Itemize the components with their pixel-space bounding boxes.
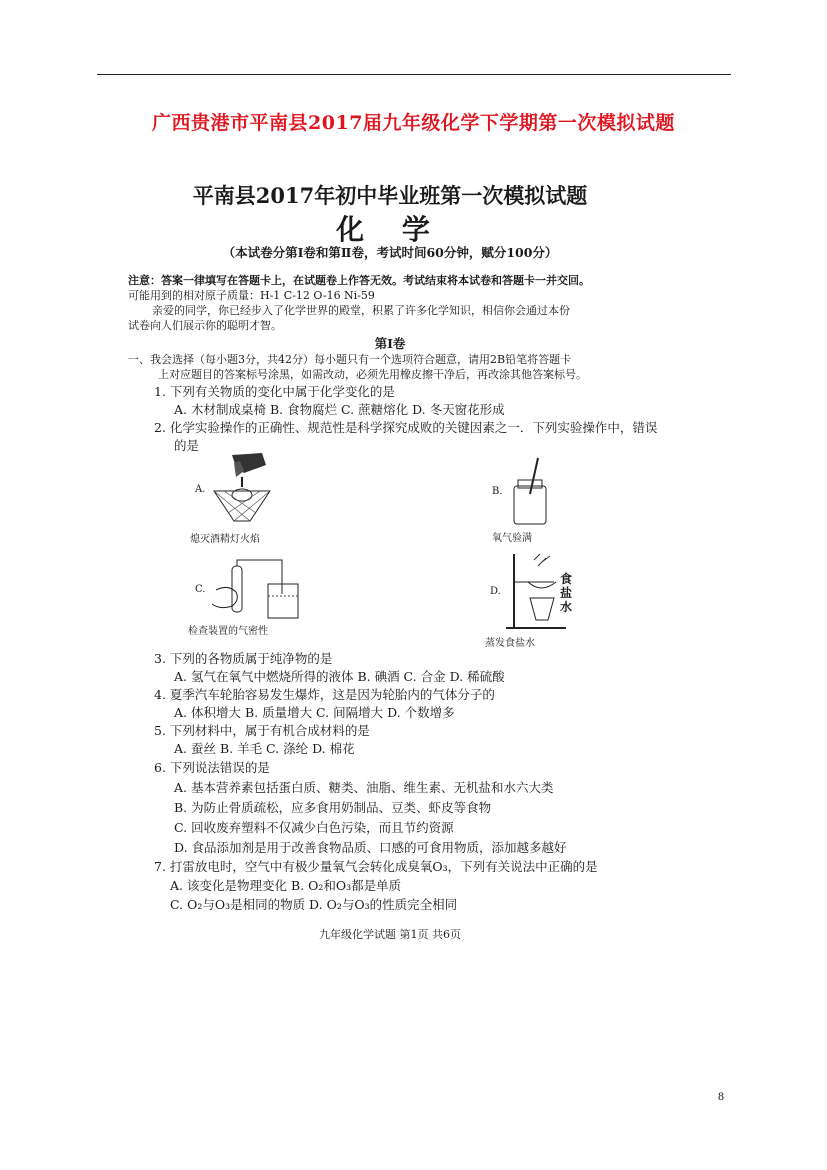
question-2-b: 的是	[174, 438, 200, 453]
scanned-exam-page	[128, 168, 658, 943]
question-6-option-c: C. 回收废弃塑料不仅减少白色污染，而且节约资源	[174, 820, 454, 835]
header-rule	[97, 74, 731, 75]
page-number: 8	[718, 1089, 724, 1103]
figure-d-caption: 蒸发食盐水	[485, 638, 535, 649]
alcohol-lamp-figure	[200, 451, 290, 526]
question-6-option-a: A. 基本营养素包括蛋白质、糖类、油脂、维生素、无机盐和水六大类	[174, 780, 554, 795]
section-1-instruction-b: 上对应题目的答案标号涂黑，如需改动，必须先用橡皮擦干净后，再改涂其他答案标号。	[158, 368, 587, 381]
question-6-option-b: B. 为防止骨质疏松，应多食用奶制品、豆类、虾皮等食物	[174, 800, 492, 815]
exam-subtitle: （本试卷分第Ⅰ卷和第Ⅱ卷，考试时间60分钟，赋分100分）	[222, 245, 558, 260]
figure-b-caption: 氧气验满	[492, 533, 532, 544]
question-4: 4. 夏季汽车轮胎容易发生爆炸，这是因为轮胎内的气体分子的	[154, 687, 495, 702]
exam-note-2: 可能用到的相对原子质量：H-1 C-12 O-16 Ni-59	[128, 289, 375, 302]
exam-note-1: 注意：答案一律填写在答题卡上，在试题卷上作答无效。考试结束将本试卷和答题卡一并交回。	[128, 274, 590, 287]
question-4-options: A. 体积增大 B. 质量增大 C. 间隔增大 D. 个数增多	[174, 705, 455, 720]
figure-b-letter: B.	[492, 486, 503, 497]
question-5-options: A. 蚕丝 B. 羊毛 C. 涤纶 D. 棉花	[174, 741, 355, 756]
figure-d-letter: D.	[490, 586, 501, 597]
figure-c-caption: 检查装置的气密性	[188, 626, 268, 637]
question-3-options: A. 氢气在氧气中燃烧所得的液体 B. 碘酒 C. 合金 D. 稀硫酸	[174, 669, 505, 684]
question-6-option-d: D. 食品添加剂是用于改善食物品质、口感的可食用物质，添加越多越好	[174, 840, 567, 855]
exam-intro-2: 试卷向人们展示你的聪明才智。	[128, 319, 282, 332]
question-7-options-ab: A. 该变化是物理变化 B. O₂和O₃都是单质	[170, 878, 402, 893]
exam-footer: 九年级化学试题 第1页 共6页	[319, 928, 461, 941]
question-3: 3. 下列的各物质属于纯净物的是	[154, 651, 333, 666]
question-2-a: 2. 化学实验操作的正确性、规范性是科学探究成败的关键因素之一．下列实验操作中，错误	[154, 420, 658, 435]
airtightness-figure	[206, 560, 316, 622]
oxygen-bottle-figure	[508, 456, 558, 526]
question-7: 7. 打雷放电时，空气中有极少量氧气会转化成臭氧O₃，下列有关说法中正确的是	[154, 859, 598, 874]
document-title: 广西贵港市平南县2017届九年级化学下学期第一次模拟试题	[152, 112, 675, 134]
question-1-options: A. 木材制成桌椅 B. 食物腐烂 C. 蔗糖熔化 D. 冬天窗花形成	[174, 402, 505, 417]
exam-title: 平南县2017年初中毕业班第一次模拟试题	[192, 183, 588, 208]
section-1-instruction-a: 一、我会选择（每小题3分，共42分）每小题只有一个选项符合题意，请用2B铅笔将答题卡	[128, 353, 572, 366]
figure-a-caption: 熄灭酒精灯火焰	[190, 534, 260, 545]
figure-d-side-label: 食盐水	[560, 572, 573, 614]
question-5: 5. 下列材料中，属于有机合成材料的是	[154, 723, 370, 738]
question-7-options-cd: C. O₂与O₃是相同的物质 D. O₂与O₃的性质完全相同	[170, 897, 458, 912]
figure-c-letter: C.	[195, 584, 206, 595]
part-heading: 第Ⅰ卷	[374, 336, 406, 351]
exam-subject: 化 学	[336, 213, 444, 246]
question-1: 1. 下列有关物质的变化中属于化学变化的是	[154, 384, 395, 399]
figure-a-letter: A.	[195, 484, 206, 495]
question-6: 6. 下列说法错误的是	[154, 760, 270, 775]
exam-intro-1: 亲爱的同学，你已经步入了化学世界的殿堂，积累了许多化学知识，相信你会通过本份	[152, 304, 570, 317]
